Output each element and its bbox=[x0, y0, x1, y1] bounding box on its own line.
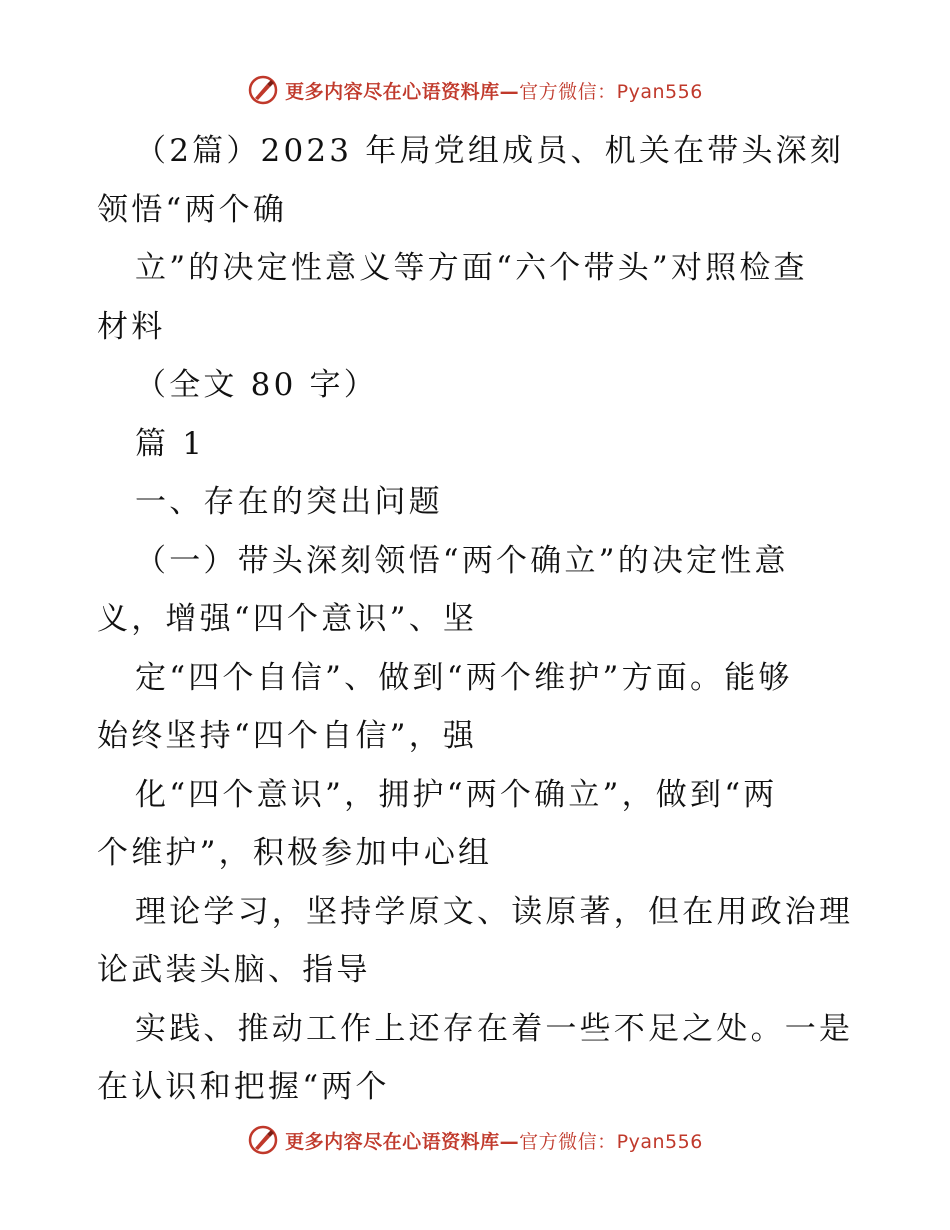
text-line: 理论学习，坚持学原文、读原著，但在用政治理 bbox=[135, 893, 854, 930]
text-line: 义，增强“四个意识”、坚 bbox=[97, 601, 478, 637]
text-line: 实践、推动工作上还存在着一些不足之处。一是 bbox=[135, 1010, 854, 1047]
text-line: 个维护”，积极参加中心组 bbox=[97, 835, 493, 871]
pen-logo-icon bbox=[247, 74, 279, 106]
pen-logo-icon bbox=[247, 1124, 279, 1156]
text-line: 材料 bbox=[97, 308, 166, 345]
text-line: （2篇）2023 年局党组成员、机关在带头深刻 bbox=[135, 133, 845, 169]
footer-watermark bbox=[0, 1120, 950, 1160]
header-watermark bbox=[0, 70, 950, 110]
text-line: 化“四个意识”，拥护“两个确立”，做到“两 bbox=[135, 776, 778, 813]
text-line: 一、存在的突出问题 bbox=[135, 484, 443, 520]
text-line: 立”的决定性意义等方面“六个带头”对照检查 bbox=[135, 250, 808, 286]
document-body bbox=[97, 122, 857, 1117]
text-line: 定“四个自信”、做到“两个维护”方面。能够 bbox=[135, 659, 793, 696]
text-line: （全文 80 字） bbox=[135, 367, 378, 403]
text-line: 在认识和把握“两个 bbox=[97, 1069, 390, 1105]
watermark-text: 更多内容尽在心语资料库—官方微信：Pyan556 bbox=[285, 1130, 703, 1153]
text-line: 始终坚持“四个自信”，强 bbox=[97, 718, 478, 754]
text-line: 篇 1 bbox=[135, 425, 206, 462]
watermark-text: 更多内容尽在心语资料库—官方微信：Pyan556 bbox=[285, 80, 703, 103]
text-line: （一）带头深刻领悟“两个确立”的决定性意 bbox=[135, 542, 789, 579]
text-line: 领悟“两个确 bbox=[97, 191, 288, 228]
text-line: 论武装头脑、指导 bbox=[97, 952, 371, 988]
